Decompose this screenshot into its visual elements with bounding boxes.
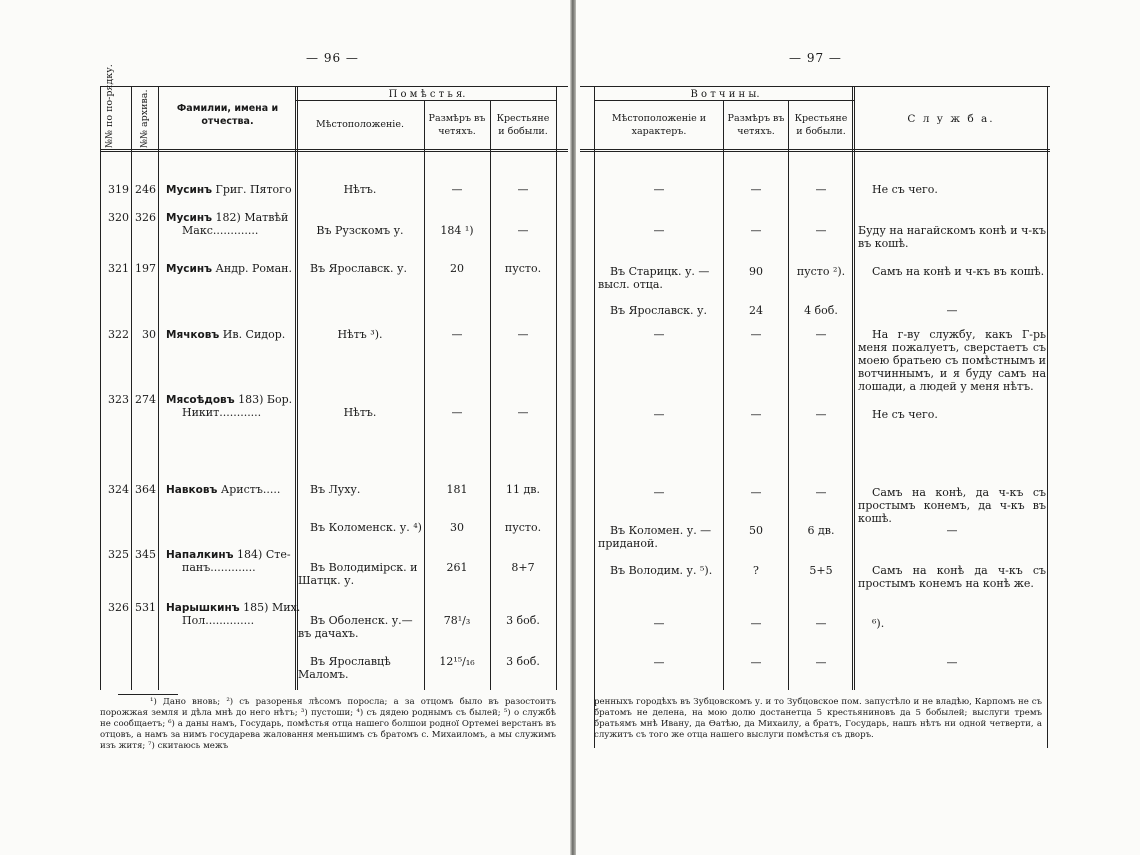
service-text: Самъ на конѣ и ч-къ въ кошѣ. [872, 265, 1045, 278]
row-number: 320 [108, 211, 129, 224]
given-names: 183) Бор. [238, 393, 293, 406]
votchina-location: — [653, 486, 665, 499]
service-text: Не съ чего. [872, 183, 938, 196]
votchina-location: — [653, 408, 665, 421]
book-spine [570, 0, 576, 855]
left-col-line [295, 86, 298, 690]
service-text: — [946, 656, 958, 669]
given-names: 185) Мих. [243, 601, 301, 614]
left-top-rule [100, 86, 568, 87]
col-header-votchiny: В о т ч и н ы. [690, 89, 760, 100]
pomestye-peasants: — [517, 406, 529, 419]
left-col-line [100, 86, 101, 690]
person-name [166, 262, 292, 276]
row-number: 324 [108, 483, 129, 496]
pomestye-location: Въ Володимірск. и Шатцк. у. [298, 561, 418, 587]
votchina-size: 24 [749, 304, 763, 317]
votchina-size: — [750, 486, 762, 499]
service-text: Не съ чего. [872, 408, 938, 421]
votchina-location: Въ Коломен. у. — приданой. [598, 524, 712, 550]
pomestye-location: Въ Луху. [310, 483, 361, 496]
service-text: Буду на нагайскомъ конѣ и ч-къ въ кошѣ. [858, 224, 1046, 250]
pomestye-location: Нѣтъ. [343, 183, 377, 196]
pomestye-peasants: 11 дв. [506, 483, 540, 496]
person-name [166, 483, 280, 497]
pomestye-location: Въ Коломенск. у. ⁴) [310, 521, 422, 534]
col-header-pomestya: П о м ѣ с т ь я. [388, 89, 466, 100]
pomestye-size: — [451, 183, 463, 196]
surname: Навковъ [166, 484, 218, 496]
col-header-v-size: Размѣръ въ четяхъ. [727, 113, 785, 137]
given-names: Андр. Роман. [215, 262, 292, 275]
footnote-rule [118, 694, 178, 695]
votchina-location: Въ Ярославск. у. [610, 304, 708, 317]
col-header-p-peasants: Крестьяне и бобыли. [496, 113, 550, 137]
votchina-peasants: пусто ²). [796, 265, 846, 278]
pomestye-peasants: — [517, 328, 529, 341]
votchina-location: — [653, 183, 665, 196]
pomestye-location: Въ Ярославцѣ Маломъ. [298, 655, 391, 681]
row-number: 321 [108, 262, 129, 275]
pomestye-size: — [451, 406, 463, 419]
given-names: Григ. Пятого [215, 183, 292, 196]
pomestye-size: 12¹⁵/₁₆ [439, 655, 475, 668]
given-names-cont: Никит............ [182, 406, 262, 419]
votchina-peasants: 4 боб. [804, 304, 838, 317]
surname: Напалкинъ [166, 549, 234, 561]
surname: Мячковъ [166, 329, 220, 341]
footnotes-left: ¹) Дано вновь; ²) съ разоренья лѣсомъ поросла; а за отцомъ было въ разостоитъ порожжая земля и дѣла мнѣ до него нѣтъ; ³) пустоши; ⁴) съ дядею роднымъ съ былей; ⁵) о службѣ не сообщаетъ; ⁶) а даны намъ, Государь, помѣстья отца нашего болшои родної Ортемеі верстанъ въ отцовъ, а намъ за нимъ государева жаловання меньшимъ съ братомъ с. Михаиломъ, а мы служимъ изъ житя; ⁷) скитаюсь межъ [100, 697, 556, 751]
col-header-v-location: Мѣстоположеніе и характеръ. [611, 113, 707, 137]
row-number: 325 [108, 548, 129, 561]
votchina-size: — [750, 224, 762, 237]
person-name [166, 211, 288, 225]
row-number: 322 [108, 328, 129, 341]
service-text: Самъ на конѣ, да ч-къ съ простымъ конемъ, да ч-къ въ кошѣ. [858, 486, 1046, 525]
left-header-rule [100, 149, 568, 152]
col-header-v-peasants: Крестьяне и бобыли. [794, 113, 848, 137]
right-top-rule [580, 86, 1050, 87]
col-header-names: Фамилии, имена и отчества. [176, 103, 279, 127]
col-header-no: №№ по по-рядку. [104, 64, 115, 148]
votchina-size: — [750, 183, 762, 196]
votchina-location: — [653, 656, 665, 669]
votchina-peasants: 5+5 [809, 564, 833, 577]
pomestye-peasants: 3 боб. [506, 614, 540, 627]
left-col-line [490, 100, 491, 690]
surname: Мусинъ [166, 263, 213, 275]
person-name [166, 183, 292, 197]
service-text: — [946, 304, 958, 317]
given-names-cont: панъ............. [182, 561, 256, 574]
pomestye-size: 184 ¹) [440, 224, 474, 237]
given-names: Аристъ..... [220, 483, 281, 496]
pomestye-peasants: 3 боб. [506, 655, 540, 668]
right-col-line [852, 86, 855, 690]
archive-number: 274 [135, 393, 156, 406]
service-text: Самъ на конѣ да ч-къ съ простымъ конемъ на конѣ же. [858, 564, 1046, 590]
archive-number: 345 [135, 548, 156, 561]
votchina-peasants: — [815, 183, 827, 196]
votchina-location: — [653, 617, 665, 630]
votchina-size: — [750, 408, 762, 421]
votchina-size: 50 [749, 524, 763, 537]
col-header-p-size: Размѣръ въ четяхъ. [428, 113, 486, 137]
pomestye-size: 261 [446, 561, 468, 574]
archive-number: 364 [135, 483, 156, 496]
pomestye-peasants: — [517, 183, 529, 196]
right-header-rule [580, 149, 1050, 152]
left-col-line [131, 86, 132, 690]
given-names: 184) Сте- [237, 548, 291, 561]
pomestye-location: Нѣтъ ³). [337, 328, 383, 341]
votchina-location: — [653, 224, 665, 237]
surname: Мясоѣдовъ [166, 394, 235, 406]
archive-number: 531 [135, 601, 156, 614]
right-col-line [594, 86, 595, 748]
pomestye-size: 30 [450, 521, 464, 534]
pomestye-location: Въ Оболенск. у.—въ дачахъ. [298, 614, 413, 640]
pomestye-size: 181 [446, 483, 468, 496]
votchina-location: — [653, 328, 665, 341]
service-text: — [946, 524, 958, 537]
votchina-peasants: — [815, 656, 827, 669]
surname: Нарышкинъ [166, 602, 240, 614]
pomestye-peasants: 8+7 [511, 561, 535, 574]
footnotes-right: ренныхъ городѣхъ въ Зубцовскомъ у. и то Зубцовское пом. запустѣло и не владѣю, Карпомъ не съ братомъ не делена, на мою долю достанетца 5 крестьяниновъ да 5 бобылей; выслуги тремъ братьямъ мнѣ Ивану, да Ѳатѣю, да Михаилу, а братъ, Государь, нашъ нѣтъ ни одной четверти, а служитъ съ того же отца нашего выслуги помѣстья съ дворъ. [594, 697, 1042, 740]
votchina-peasants: 6 дв. [807, 524, 835, 537]
votchina-size: — [750, 656, 762, 669]
votchina-peasants: — [815, 486, 827, 499]
votchina-peasants: — [815, 408, 827, 421]
row-number: 326 [108, 601, 129, 614]
right-col-line [788, 100, 789, 690]
right-col-line [723, 100, 724, 690]
votchina-size: — [750, 617, 762, 630]
pomestye-peasants: пусто. [504, 521, 542, 534]
archive-number: 197 [135, 262, 156, 275]
given-names-cont: Макс............. [182, 224, 259, 237]
left-col-line [424, 100, 425, 690]
person-name [166, 601, 300, 615]
archive-number: 246 [135, 183, 156, 196]
person-name [166, 393, 292, 407]
person-name [166, 328, 285, 342]
service-text: На г-ву службу, какъ Г-рь меня пожалуетъ, сверстаетъ съ моею братьею съ помѣстнымъ и вотчиннымъ, и я буду самъ на лошади, а людей у меня нѣтъ. [858, 328, 1046, 393]
row-number: 319 [108, 183, 129, 196]
votchina-size: — [750, 328, 762, 341]
col-header-p-location: Мѣстоположеніе. [316, 119, 404, 130]
pomestye-peasants: пусто. [504, 262, 542, 275]
pomestye-size: 20 [450, 262, 464, 275]
col-header-archive: №№ архива. [139, 89, 150, 148]
pomestye-location: Нѣтъ. [343, 406, 377, 419]
col-header-service: С л у ж б а. [907, 113, 995, 125]
given-names-cont: Пол.............. [182, 614, 255, 627]
pomestye-location: Въ Ярославск. у. [310, 262, 408, 275]
votchina-size: ? [753, 564, 759, 577]
votchina-location: Въ Старицк. у. — высл. отца. [598, 265, 710, 291]
given-names: 182) Матвѣй [215, 211, 289, 224]
votchina-peasants: — [815, 617, 827, 630]
page-number-left: — 96 — [306, 51, 359, 65]
pomestye-size: 78¹/₃ [443, 614, 471, 627]
pomestye-peasants: — [517, 224, 529, 237]
surname: Мусинъ [166, 212, 213, 224]
archive-number: 326 [135, 211, 156, 224]
service-text: ⁶). [872, 617, 885, 630]
surname: Мусинъ [166, 184, 213, 196]
right-col-line [1047, 86, 1048, 748]
left-col-line [158, 86, 159, 690]
left-col-line [556, 86, 557, 690]
votchina-location: Въ Володим. у. ⁵). [610, 564, 713, 577]
archive-number: 30 [142, 328, 156, 341]
given-names: Ив. Сидор. [222, 328, 286, 341]
votchina-peasants: — [815, 224, 827, 237]
votchina-peasants: — [815, 328, 827, 341]
page-number-right: — 97 — [789, 51, 842, 65]
pomestye-size: — [451, 328, 463, 341]
row-number: 323 [108, 393, 129, 406]
votchina-size: 90 [749, 265, 763, 278]
pomestye-location: Въ Рузскомъ у. [316, 224, 404, 237]
person-name [166, 548, 291, 562]
